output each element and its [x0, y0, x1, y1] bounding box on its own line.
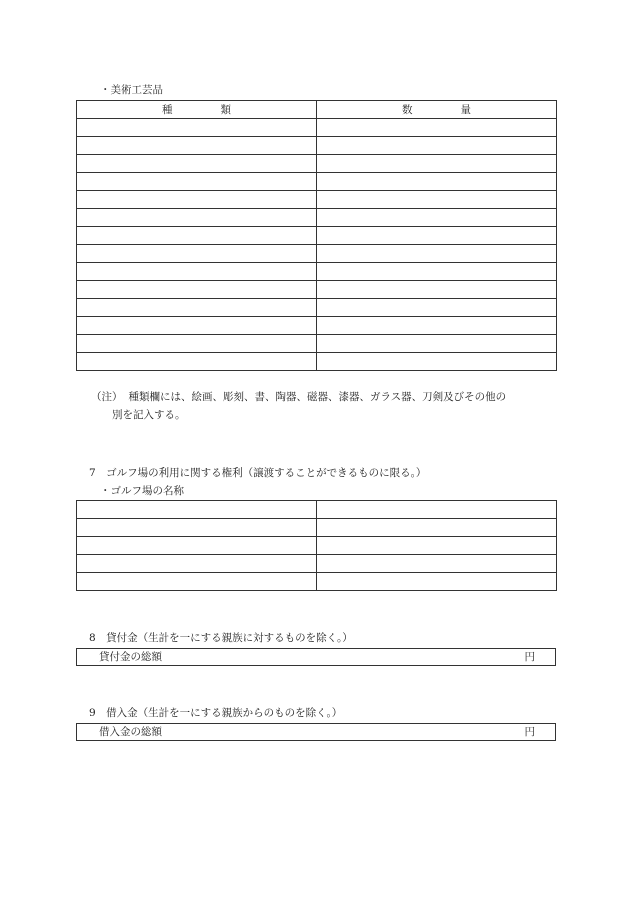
art-cell[interactable] — [317, 173, 557, 191]
art-note-prefix: （注） — [91, 391, 123, 403]
art-row — [77, 281, 557, 299]
golf-row — [77, 537, 557, 555]
art-col-qty-char-2: 量 — [460, 103, 471, 116]
loan-total-unit: 円 — [524, 651, 535, 663]
art-cell[interactable] — [317, 209, 557, 227]
art-row — [77, 137, 557, 155]
art-row — [77, 335, 557, 353]
art-cell[interactable] — [77, 299, 317, 317]
golf-cell[interactable] — [317, 555, 557, 573]
art-row — [77, 317, 557, 335]
golf-subheading: ・ゴルフ場の名称 — [100, 485, 184, 497]
art-cell[interactable] — [317, 263, 557, 281]
golf-cell[interactable] — [77, 519, 317, 537]
art-row — [77, 353, 557, 371]
art-cell[interactable] — [77, 137, 317, 155]
art-row — [77, 155, 557, 173]
art-col-qty-header — [317, 101, 557, 119]
art-cell[interactable] — [77, 119, 317, 137]
golf-heading: 7 ゴルフ場の利用に関する権利（譲渡することができるものに限る。） — [89, 467, 427, 479]
art-cell[interactable] — [77, 317, 317, 335]
golf-cell[interactable] — [77, 555, 317, 573]
golf-cell[interactable] — [77, 537, 317, 555]
art-row — [77, 227, 557, 245]
art-note-line2: 別を記入する。 — [112, 409, 186, 421]
art-cell[interactable] — [77, 155, 317, 173]
art-row — [77, 299, 557, 317]
golf-cell[interactable] — [317, 573, 557, 591]
art-cell[interactable] — [317, 155, 557, 173]
art-cell[interactable] — [77, 209, 317, 227]
golf-table-body — [77, 501, 557, 591]
golf-cell[interactable] — [317, 537, 557, 555]
art-row — [77, 119, 557, 137]
loan-heading: 8 貸付金（生計を一にする親族に対するものを除く。） — [89, 632, 353, 644]
art-cell[interactable] — [317, 281, 557, 299]
golf-row — [77, 519, 557, 537]
art-cell[interactable] — [317, 119, 557, 137]
art-cell[interactable] — [77, 245, 317, 263]
art-col-kind-char-2: 類 — [220, 103, 231, 116]
golf-row — [77, 555, 557, 573]
golf-row — [77, 573, 557, 591]
art-col-kind-header — [77, 101, 317, 119]
art-cell[interactable] — [317, 227, 557, 245]
loan-total-row — [76, 648, 556, 666]
borrow-total-row — [76, 723, 556, 741]
art-cell[interactable] — [317, 335, 557, 353]
art-row — [77, 209, 557, 227]
borrow-total-label: 借入金の総額 — [99, 726, 162, 738]
art-cell[interactable] — [77, 335, 317, 353]
art-cell[interactable] — [317, 353, 557, 371]
art-row — [77, 191, 557, 209]
art-row — [77, 263, 557, 281]
art-row — [77, 173, 557, 191]
art-cell[interactable] — [77, 263, 317, 281]
art-cell[interactable] — [77, 227, 317, 245]
art-table-body — [77, 119, 557, 371]
art-note-line1: 種類欄には、絵画、彫刻、書、陶器、磁器、漆器、ガラス器、刀剣及びその他の — [128, 391, 507, 403]
art-note-line2-wrap — [112, 406, 186, 424]
art-table — [76, 100, 557, 371]
art-cell[interactable] — [77, 173, 317, 191]
art-col-qty-char-1: 数 — [402, 103, 413, 116]
art-col-kind-char-1: 種 — [162, 103, 173, 116]
golf-cell[interactable] — [77, 573, 317, 591]
golf-row — [77, 501, 557, 519]
art-cell[interactable] — [77, 281, 317, 299]
golf-cell[interactable] — [317, 519, 557, 537]
art-note — [91, 388, 506, 406]
art-cell[interactable] — [317, 245, 557, 263]
art-row — [77, 245, 557, 263]
golf-cell[interactable] — [317, 501, 557, 519]
art-cell[interactable] — [317, 299, 557, 317]
art-cell[interactable] — [317, 137, 557, 155]
art-cell[interactable] — [317, 317, 557, 335]
art-cell[interactable] — [77, 191, 317, 209]
art-cell[interactable] — [317, 191, 557, 209]
art-heading: ・美術工芸品 — [100, 84, 163, 96]
borrow-total-unit: 円 — [524, 726, 535, 738]
art-cell[interactable] — [77, 353, 317, 371]
borrow-heading: 9 借入金（生計を一にする親族からのものを除く。） — [89, 707, 343, 719]
golf-table — [76, 500, 557, 591]
golf-cell[interactable] — [77, 501, 317, 519]
loan-total-label: 貸付金の総額 — [99, 651, 162, 663]
